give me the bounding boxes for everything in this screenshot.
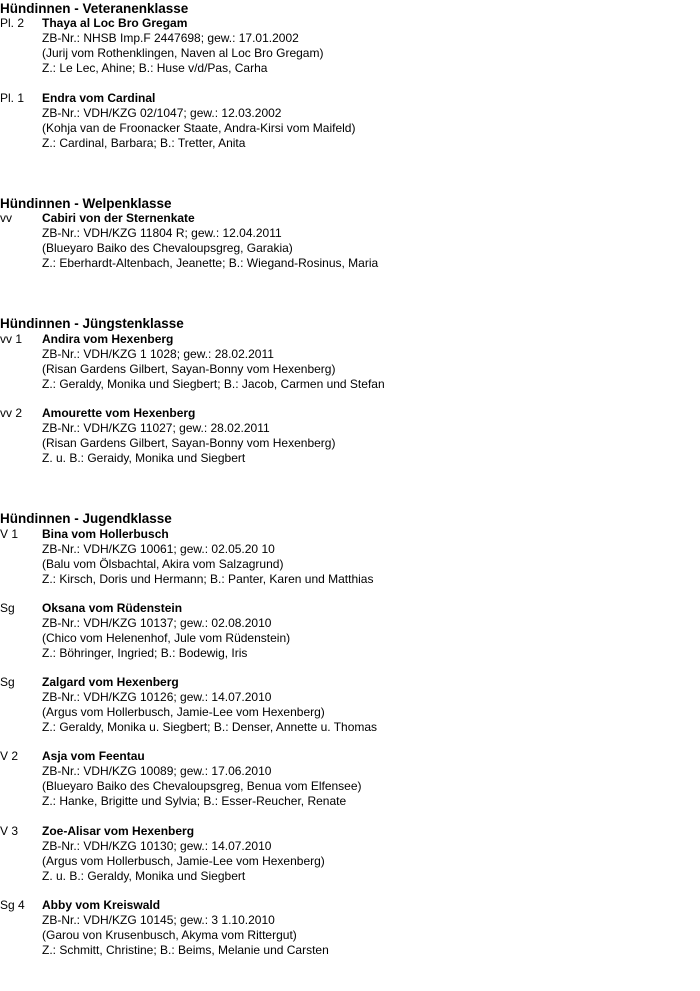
parents-info: (Risan Gardens Gilbert, Sayan-Bonny vom Hexenberg) (42, 362, 336, 376)
dog-name: Zalgard vom Hexenberg (42, 675, 179, 689)
parents-info: (Argus vom Hollerbusch, Jamie-Lee vom Hexenberg) (42, 705, 325, 719)
registry-info: ZB-Nr.: VDH/KZG 11027; gew.: 28.02.2011 (42, 421, 270, 435)
breeder-owner-info: Z.: Cardinal, Barbara; B.: Tretter, Anita (42, 136, 246, 150)
registry-info: ZB-Nr.: VDH/KZG 1 1028; gew.: 28.02.2011 (42, 347, 274, 361)
section-heading-juengstenklasse: Hündinnen - Jüngstenklasse (0, 316, 184, 331)
breeder-owner-info: Z.: Geraldy, Monika u. Siegbert; B.: Denser, Annette u. Thomas (42, 720, 378, 734)
breeder-owner-info: Z.: Kirsch, Doris und Hermann; B.: Panter, Karen und Matthias (42, 572, 374, 586)
dog-name: Andira vom Hexenberg (42, 332, 174, 346)
parents-info: (Balu vom Ölsbachtal, Akira vom Salzagrund) (42, 557, 284, 571)
dog-name: Bina vom Hollerbusch (42, 527, 169, 541)
parents-info: (Garou von Krusenbusch, Akyma vom Rittergut) (42, 928, 297, 942)
section-heading-jugendklasse: Hündinnen - Jugendklasse (0, 511, 172, 526)
placement: Sg (0, 675, 15, 689)
dog-name: Abby vom Kreiswald (42, 898, 161, 912)
dog-name: Amourette vom Hexenberg (42, 406, 196, 420)
dog-name: Thaya al Loc Bro Gregam (42, 16, 188, 30)
placement: vv (0, 211, 12, 225)
registry-info: ZB-Nr.: VDH/KZG 11804 R; gew.: 12.04.2011 (42, 226, 282, 240)
dog-name: Asja vom Feentau (42, 749, 145, 763)
registry-info: ZB-Nr.: VDH/KZG 10130; gew.: 14.07.2010 (42, 839, 272, 853)
parents-info: (Argus vom Hollerbusch, Jamie-Lee vom Hexenberg) (42, 854, 325, 868)
placement: Pl. 2 (0, 16, 25, 30)
parents-info: (Blueyaro Baiko des Chevaloupsgreg, Garakia) (42, 241, 293, 255)
placement: Sg 4 (0, 898, 25, 912)
dog-name: Zoe-Alisar vom Hexenberg (42, 824, 195, 838)
placement: Sg (0, 601, 15, 615)
placement: V 2 (0, 749, 19, 763)
breeder-owner-info: Z.: Le Lec, Ahine; B.: Huse v/d/Pas, Carha (42, 61, 268, 75)
breeder-owner-info: Z.: Eberhardt-Altenbach, Jeanette; B.: Wiegand-Rosinus, Maria (42, 256, 379, 270)
dog-name: Cabiri von der Sternenkate (42, 211, 195, 225)
registry-info: ZB-Nr.: VDH/KZG 02/1047; gew.: 12.03.2002 (42, 106, 282, 120)
registry-info: ZB-Nr.: NHSB Imp.F 2447698; gew.: 17.01.2002 (42, 31, 299, 45)
placement: V 3 (0, 824, 19, 838)
registry-info: ZB-Nr.: VDH/KZG 10126; gew.: 14.07.2010 (42, 690, 272, 704)
parents-info: (Jurij vom Rothenklingen, Naven al Loc Bro Gregam) (42, 46, 324, 60)
registry-info: ZB-Nr.: VDH/KZG 10145; gew.: 3 1.10.2010 (42, 913, 275, 927)
breeder-owner-info: Z.: Schmitt, Christine; B.: Beims, Melanie und Carsten (42, 943, 329, 957)
parents-info: (Risan Gardens Gilbert, Sayan-Bonny vom Hexenberg) (42, 436, 336, 450)
registry-info: ZB-Nr.: VDH/KZG 10089; gew.: 17.06.2010 (42, 764, 272, 778)
parents-info: (Kohja van de Froonacker Staate, Andra-Kirsi vom Maifeld) (42, 121, 356, 135)
breeder-owner-info: Z.: Geraldy, Monika und Siegbert; B.: Jacob, Carmen und Stefan (42, 377, 385, 391)
breeder-owner-info: Z. u. B.: Geraidy, Monika und Siegbert (42, 451, 246, 465)
placement: V 1 (0, 527, 19, 541)
breeder-owner-info: Z.: Hanke, Brigitte und Sylvia; B.: Esser-Reucher, Renate (42, 794, 347, 808)
breeder-owner-info: Z.: Böhringer, Ingried; B.: Bodewig, Iris (42, 646, 248, 660)
registry-info: ZB-Nr.: VDH/KZG 10137; gew.: 02.08.2010 (42, 616, 272, 630)
section-heading-veteranenklasse: Hündinnen - Veteranenklasse (0, 1, 189, 16)
dog-name: Endra vom Cardinal (42, 91, 156, 105)
placement: Pl. 1 (0, 91, 25, 105)
placement: vv 1 (0, 332, 23, 346)
breeder-owner-info: Z. u. B.: Geraldy, Monika und Siegbert (42, 869, 246, 883)
dog-name: Oksana vom Rüdenstein (42, 601, 183, 615)
placement: vv 2 (0, 406, 23, 420)
parents-info: (Blueyaro Baiko des Chevaloupsgreg, Benua vom Elfensee) (42, 779, 362, 793)
registry-info: ZB-Nr.: VDH/KZG 10061; gew.: 02.05.20 10 (42, 542, 275, 556)
parents-info: (Chico vom Helenenhof, Jule vom Rüdenstein) (42, 631, 291, 645)
section-heading-welpenklasse: Hündinnen - Welpenklasse (0, 196, 172, 211)
